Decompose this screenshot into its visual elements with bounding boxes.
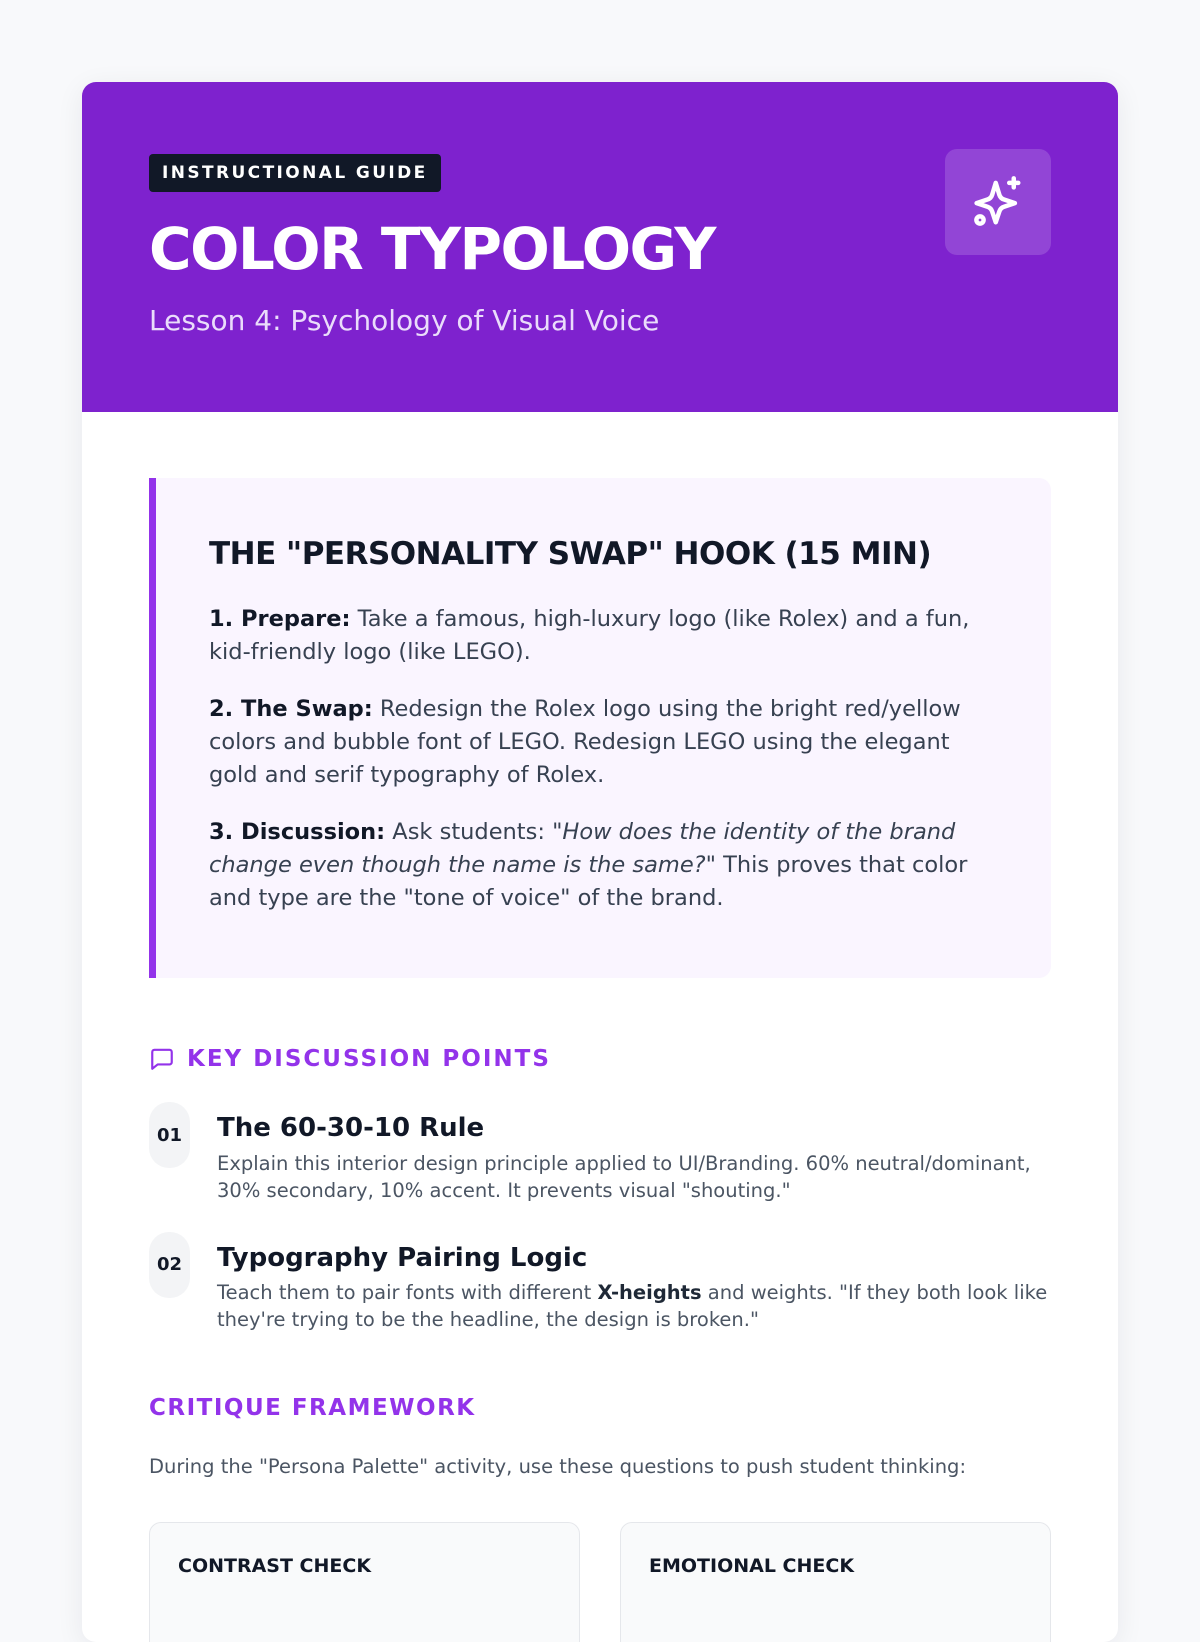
desc-bold: X-heights (597, 1281, 702, 1305)
point-body (217, 1114, 1051, 1204)
lesson-body (82, 412, 1118, 1642)
step-text: Take a famous, high-luxury logo (like Rolex) and a fun, kid-friendly logo (like LEGO). (209, 606, 970, 666)
point-description: Explain this interior design principle applied to UI/Branding. 60% neutral/dominant, 30% secondary, 10% accent. It prevents visual "shouting." (217, 1151, 1031, 1202)
step-text: Redesign the Rolex logo using the bright red/yellow colors and bubble font of LEGO. Redesign LEGO using the elegant gold and serif typography of Rolex. (209, 696, 961, 789)
discussion-point (149, 1244, 1051, 1334)
step-label: 3. Discussion: (209, 819, 386, 846)
emotional-check-card (620, 1522, 1051, 1642)
lesson-card (82, 82, 1118, 1642)
step-quote: "How does the identity of the brand change even though the name is the same?" (209, 819, 956, 879)
hook-callout (149, 478, 1051, 978)
guide-badge: INSTRUCTIONAL GUIDE (149, 154, 441, 192)
step-text: Ask students: (385, 819, 553, 846)
sparkles-icon (945, 149, 1051, 255)
point-title: The 60-30-10 Rule (217, 1113, 485, 1143)
contrast-check-card (149, 1522, 580, 1642)
critique-heading: CRITIQUE FRAMEWORK (149, 1395, 476, 1422)
discussion-heading (149, 1046, 1051, 1072)
step-label: 2. The Swap: (209, 696, 373, 723)
point-title: Typography Pairing Logic (217, 1242, 588, 1273)
hook-step-3 (209, 816, 993, 915)
check-title: CONTRAST CHECK (178, 1555, 372, 1578)
step-text-after: This proves that color and type are the "tone of voice" of the brand. (209, 852, 968, 912)
point-number: 02 (149, 1232, 190, 1298)
point-body (217, 1244, 1051, 1334)
page-subtitle: Lesson 4: Psychology of Visual Voice (149, 304, 660, 337)
critique-checks (149, 1522, 1051, 1642)
discussion-point (149, 1114, 1051, 1204)
desc-text-after: and weights. "If they both look like they're trying to be the headline, the design is broken." (217, 1281, 1048, 1332)
point-description (217, 1279, 1051, 1333)
hook-step-1 (209, 603, 993, 669)
hook-title: THE "PERSONALITY SWAP" HOOK (15 MIN) (209, 536, 932, 572)
hook-step-2 (209, 693, 993, 792)
discussion-heading-label: KEY DISCUSSION POINTS (187, 1046, 551, 1072)
desc-text: Teach them to pair fonts with different (217, 1281, 598, 1305)
page-title: COLOR TYPOLOGY (149, 215, 715, 283)
point-number: 01 (149, 1102, 190, 1168)
step-label: 1. Prepare: (209, 606, 351, 633)
check-title: EMOTIONAL CHECK (649, 1555, 855, 1578)
chat-bubble-icon (149, 1046, 175, 1072)
critique-intro: During the "Persona Palette" activity, use these questions to push student thinking: (149, 1455, 967, 1479)
lesson-header (82, 82, 1118, 412)
